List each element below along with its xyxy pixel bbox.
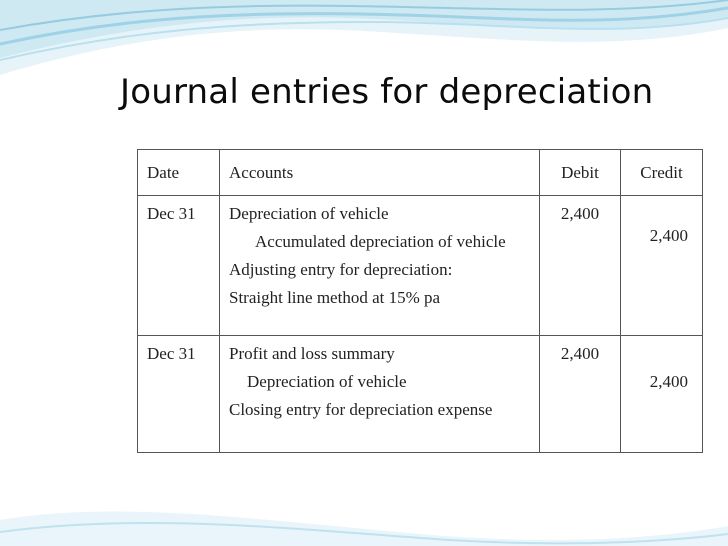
entry-date: Dec 31 (147, 344, 196, 363)
page-title: Journal entries for depreciation (120, 72, 654, 112)
accounts-cell (220, 336, 540, 453)
narration-line: Closing entry for depreciation expense (229, 400, 493, 419)
credit-cell (621, 196, 703, 336)
debit-cell (540, 336, 621, 453)
journal-table (137, 149, 703, 453)
column-header-accounts: Accounts (220, 150, 540, 196)
debit-account: Depreciation of vehicle (229, 204, 389, 223)
date-cell (138, 196, 220, 336)
credit-account: Accumulated depreciation of vehicle (255, 232, 506, 251)
credit-account: Depreciation of vehicle (247, 372, 407, 391)
debit-cell (540, 196, 621, 336)
table-row (138, 336, 703, 453)
table-header-row (138, 150, 703, 196)
narration-line: Adjusting entry for depreciation: (229, 260, 453, 279)
credit-cell (621, 336, 703, 453)
credit-amount: 2,400 (649, 372, 688, 391)
entry-date: Dec 31 (147, 204, 196, 223)
debit-amount: 2,400 (560, 344, 600, 363)
debit-amount: 2,400 (560, 204, 600, 223)
table-row (138, 196, 703, 336)
column-header-debit: Debit (540, 150, 621, 196)
column-header-credit: Credit (621, 150, 703, 196)
debit-account: Profit and loss summary (229, 344, 395, 363)
credit-amount: 2,400 (649, 226, 688, 245)
accounts-cell (220, 196, 540, 336)
date-cell (138, 336, 220, 453)
column-header-date: Date (138, 150, 220, 196)
narration-line: Straight line method at 15% pa (229, 288, 441, 307)
